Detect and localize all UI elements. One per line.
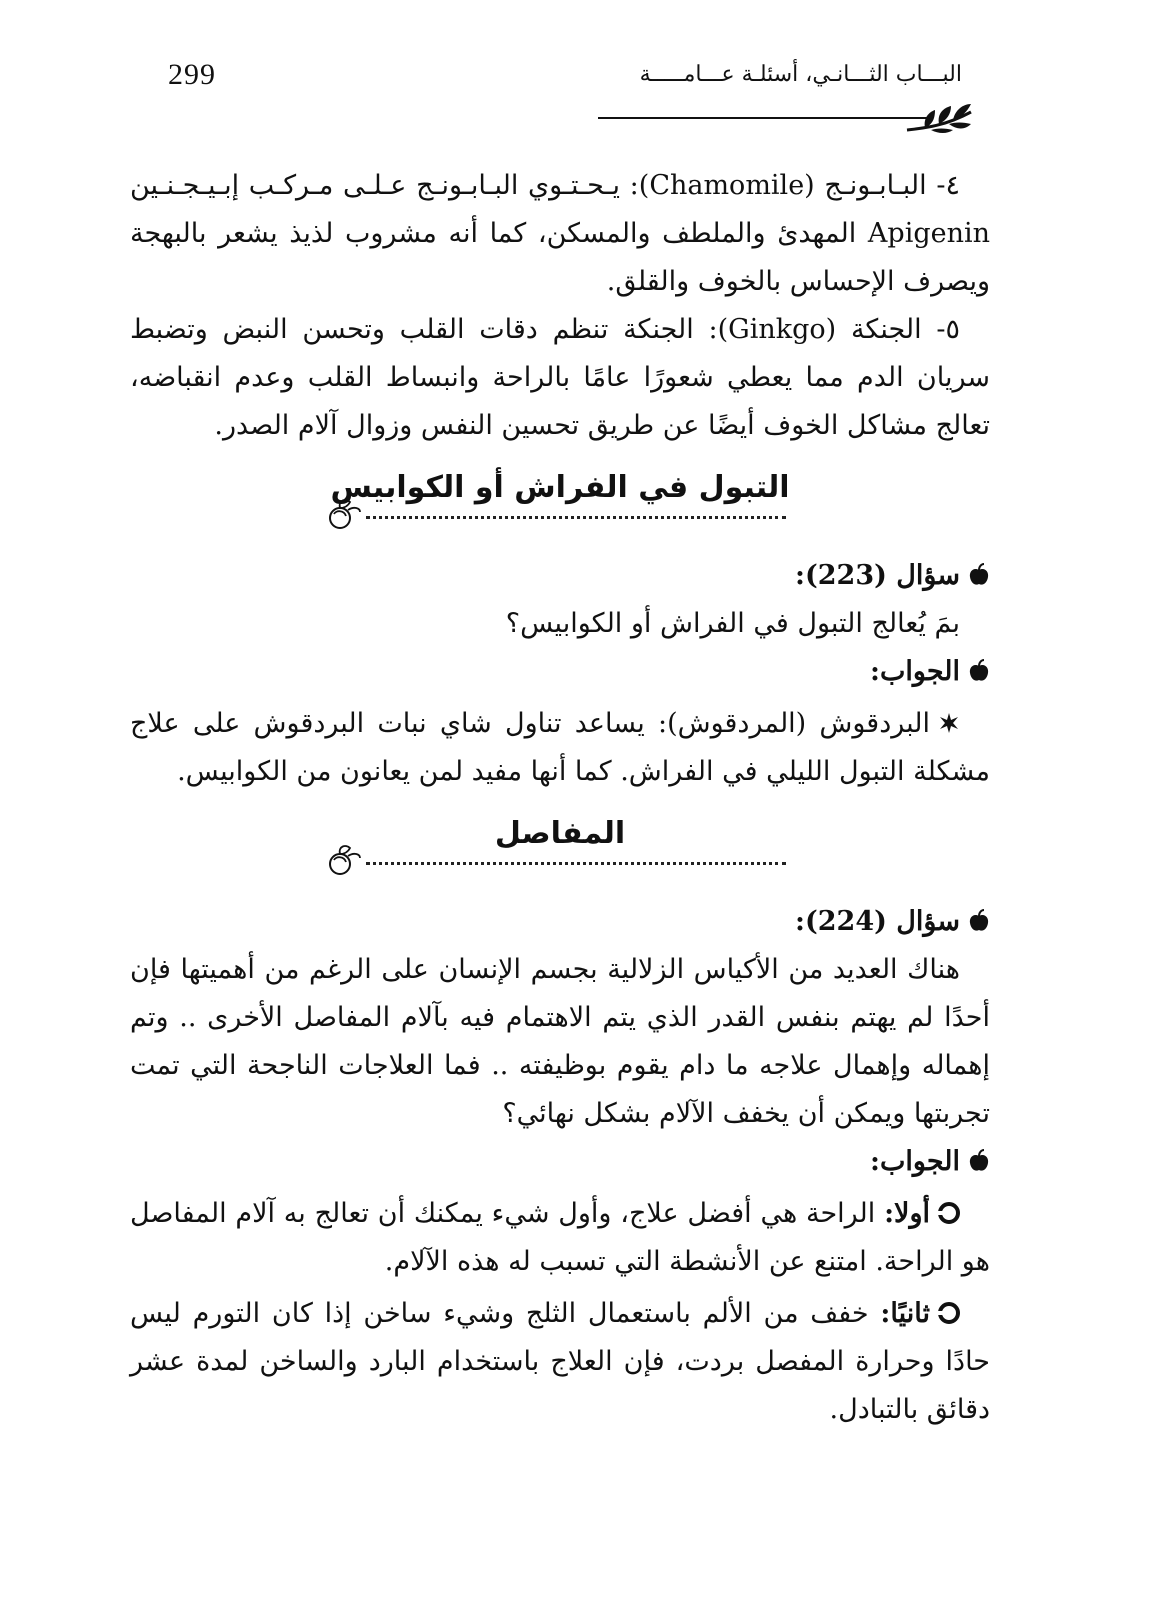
dotted-line <box>366 862 786 865</box>
answer-marjoram <box>130 700 990 796</box>
circle-arrow-bullet-icon <box>938 1202 960 1224</box>
answer-heading <box>130 648 990 696</box>
answer-first-label: أولا: <box>884 1198 930 1229</box>
answer-second <box>130 1290 990 1434</box>
apple-bullet-icon <box>968 909 990 933</box>
item-chamomile <box>130 162 990 306</box>
apple-bullet-icon <box>968 1149 990 1173</box>
apple-bullet-icon <box>968 563 990 587</box>
dotted-line <box>366 516 786 519</box>
answer-first-text: الراحة هي أفضل علاج، وأول شيء يمكنك أن تعالج به آلام المفاصل هو الراحة. امتنع عن الأنشطة التي تسبب له هذه الآلام. <box>130 1198 990 1277</box>
section-divider <box>130 858 990 898</box>
header-rule <box>598 117 928 119</box>
question-label: سؤال (223): <box>795 560 960 591</box>
item-ginkgo <box>130 306 990 450</box>
answer-second-text: خفف من الألم باستعمال الثلج وشيء ساخن إذا كان التورم ليس حادًا وحرارة المفصل بردت، فإن العلاج باستخدام البارد والساخن لمدة عشر دقائق بالتبادل. <box>130 1298 990 1425</box>
section-title-bedwetting: التبول في الفراش أو الكوابيس <box>330 470 790 505</box>
item-text: يـحـتـوي البـابـونـج عـلـى مـركـب إبـيـجـنـين Apigenin المهدئ والملطف والمسكن، كما أنه مشروب لذيذ يشعر بالبهجة ويصرف الإحساس بالخوف والقلق. <box>130 170 990 297</box>
item-label: ٥- الجنكة (Ginkgo): <box>708 314 961 345</box>
flower-ornament-icon <box>322 842 362 878</box>
question-text: بمَ يُعالج التبول في الفراش أو الكوابيس؟ <box>505 608 960 639</box>
circle-arrow-bullet-icon <box>938 1302 960 1324</box>
running-title: البـــاب الثـــانـي، أسئلـة عـــامـــــة <box>639 62 962 87</box>
question-label: سؤال (224): <box>795 906 960 937</box>
section-divider <box>130 512 990 552</box>
item-label: ٤- البـابـونـج (Chamomile): <box>629 170 960 201</box>
page-number: 299 <box>168 58 216 91</box>
answer-label: الجواب: <box>870 656 960 687</box>
leaf-ornament-icon <box>905 100 975 136</box>
apple-bullet-icon <box>968 659 990 683</box>
answer-text: البردقوش (المردقوش): يساعد تناول شاي نبات البردقوش على علاج مشكلة التبول الليلي في الفراش. كما أنها مفيد لمن يعانون من الكوابيس. <box>130 708 990 787</box>
question-text: هناك العديد من الأكياس الزلالية بجسم الإنسان على الرغم من أهميتها فإن أحدًا لم يهتم بنفس القدر الذي يتم الاهتمام فيه بآلام المفاصل الأخرى .. وتم إهماله وإهمال علاجه ما دام يقوم بوظيفته .. فما العلاجات الناجحة التي تمت تجربتها ويمكن أن يخفف الآلام بشكل نهائي؟ <box>130 954 990 1129</box>
answer-first <box>130 1190 990 1286</box>
star-bullet-icon <box>938 712 960 734</box>
question-224 <box>130 898 990 946</box>
answer-second-label: ثانيًا: <box>880 1298 930 1329</box>
answer-heading <box>130 1138 990 1186</box>
section-title-joints: المفاصل <box>494 816 626 851</box>
item-text: الجنكة تنظم دقات القلب وتحسن النبض وتضبط سريان الدم مما يعطي شعورًا عامًا بالراحة وانبساط القلب وعدم انقباضه، تعالج مشاكل الخوف أيضًا عن طريق تحسين النفس وزوال آلام الصدر. <box>130 314 990 441</box>
page-content <box>130 162 990 1434</box>
flower-ornament-icon <box>322 496 362 532</box>
answer-label: الجواب: <box>870 1146 960 1177</box>
question-223 <box>130 552 990 600</box>
